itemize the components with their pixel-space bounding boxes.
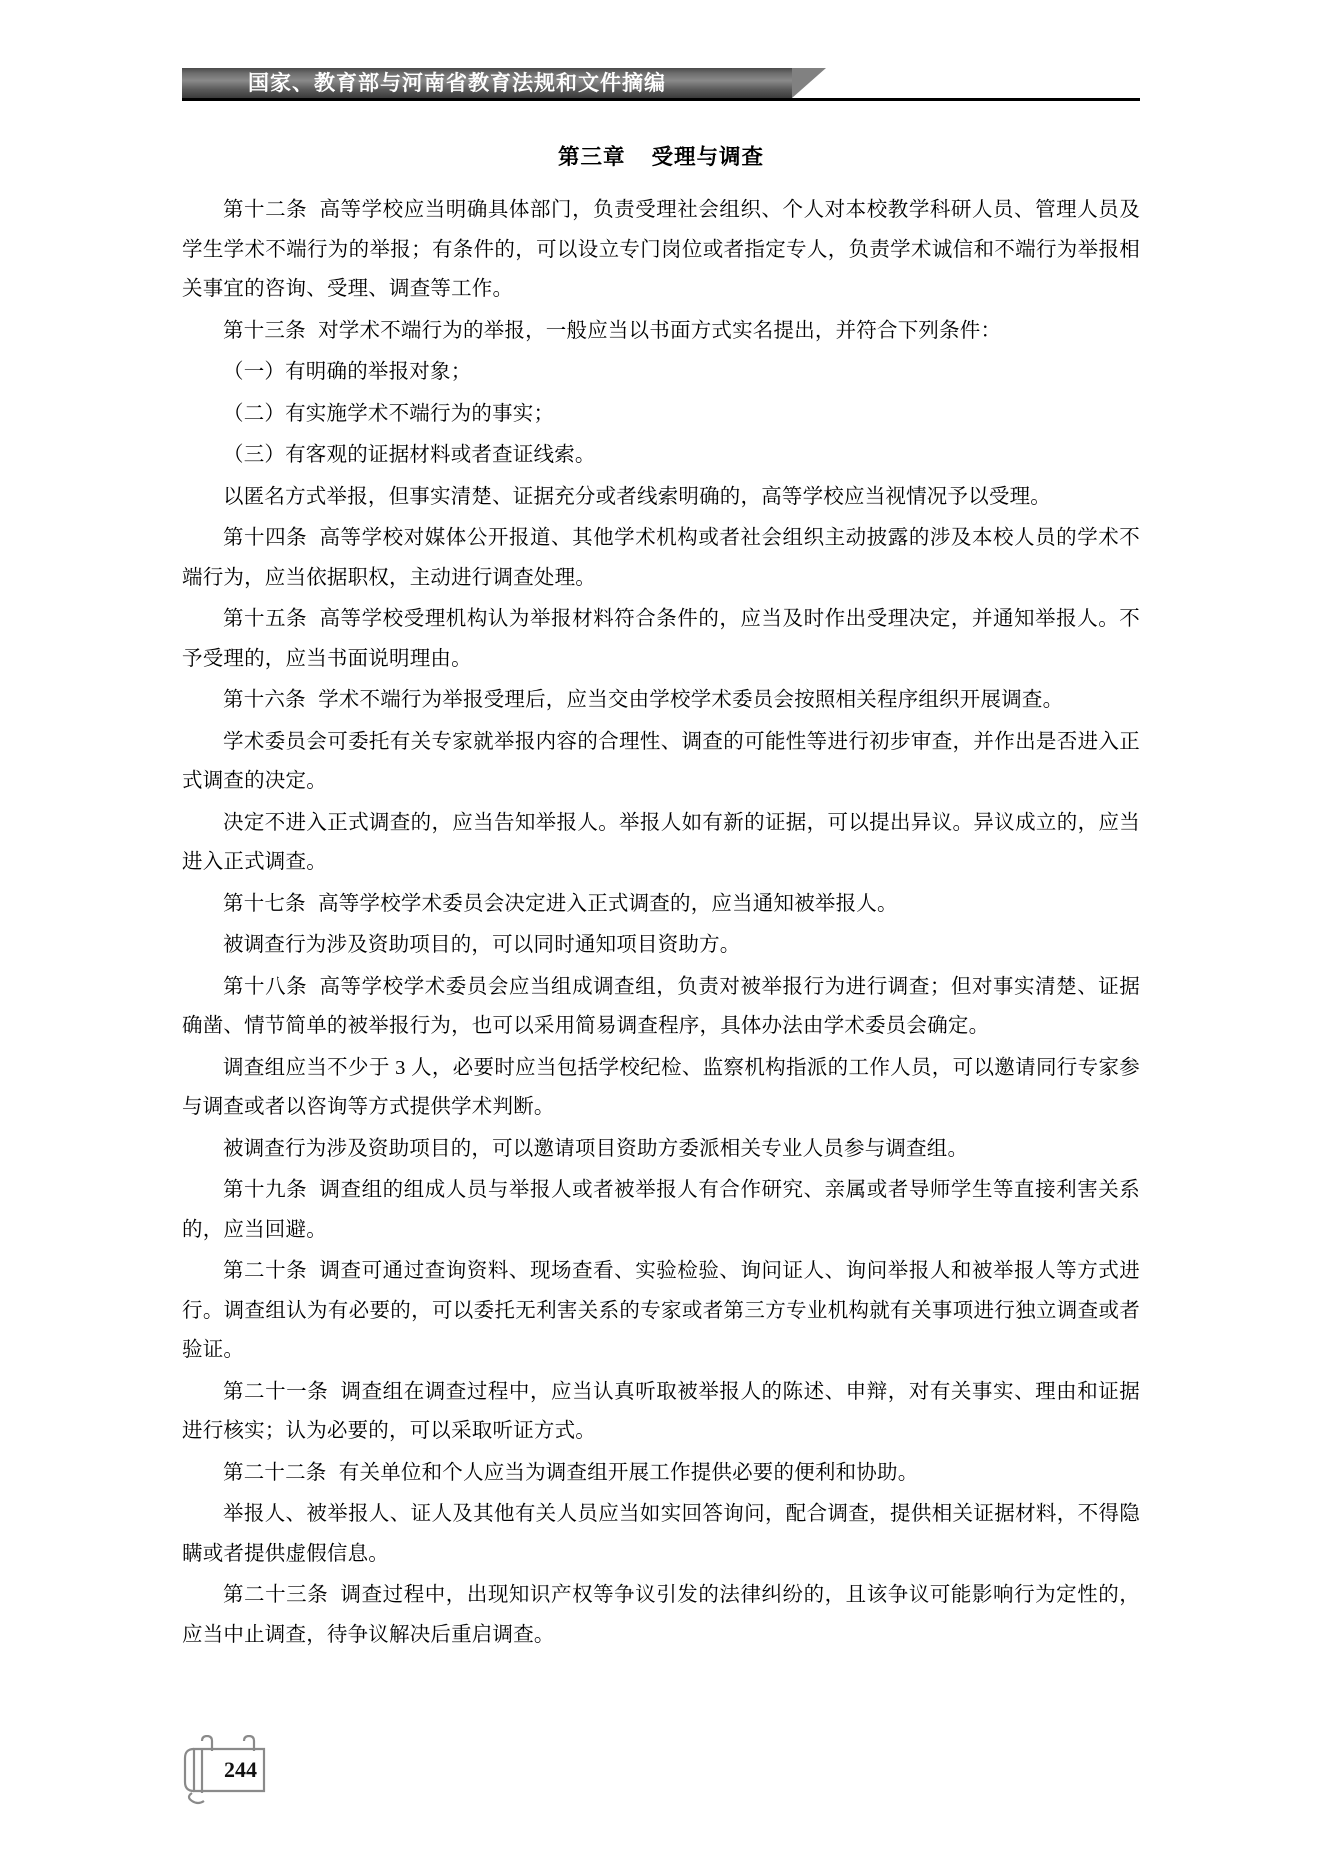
document-paragraph (182, 478, 1140, 518)
article-number: 第十五条 (223, 608, 308, 630)
document-paragraph (182, 1252, 1140, 1371)
page-number: 244 (224, 1757, 257, 1782)
document-paragraph (182, 519, 1140, 598)
article-number: 第二十二条 (223, 1461, 327, 1484)
chapter-number: 第三章 (557, 145, 626, 169)
document-body (182, 140, 1140, 1657)
document-paragraph (182, 723, 1140, 802)
paragraph-text: （三）有客观的证据材料或者查证线索。 (223, 444, 596, 466)
paragraph-text: 高等学校受理机构认为举报材料符合条件的，应当及时作出受理决定，并通知举报人。不予受理的，应当书面说明理由。 (182, 608, 1140, 670)
document-paragraph (182, 1049, 1140, 1128)
document-paragraph (182, 1171, 1140, 1250)
document-paragraph (182, 681, 1140, 721)
paragraph-text: 被调查行为涉及资助项目的，可以邀请项目资助方委派相关专业人员参与调查组。 (223, 1137, 969, 1160)
document-paragraph (182, 885, 1140, 925)
document-paragraph (182, 600, 1140, 679)
paragraph-text: （二）有实施学术不端行为的事实； (223, 402, 555, 425)
article-number: 第十三条 (223, 319, 306, 342)
chapter-name: 受理与调查 (651, 145, 765, 169)
paragraph-text: （一）有明确的举报对象； (223, 361, 472, 383)
document-paragraph (182, 395, 1140, 435)
paragraph-text: 有关单位和个人应当为调查组开展工作提供必要的便利和协助。 (338, 1461, 919, 1484)
article-number: 第十四条 (223, 527, 308, 549)
article-number: 第十七条 (223, 892, 306, 915)
paragraph-text: 高等学校学术委员会应当组成调查组，负责对被举报行为进行调查；但对事实清楚、证据确凿、情节简单的被举报行为，也可以采用简易调查程序，具体办法由学术委员会确定。 (182, 975, 1140, 1037)
article-number: 第十六条 (223, 689, 306, 711)
paragraph-text: 被调查行为涉及资助项目的，可以同时通知项目资助方。 (223, 934, 741, 956)
paragraph-text: 调查组在调查过程中，应当认真听取被举报人的陈述、申辩，对有关事实、理由和证据进行核实；认为必要的，可以采取听证方式。 (182, 1380, 1141, 1442)
header-rule (182, 98, 1140, 101)
paragraph-text: 举报人、被举报人、证人及其他有关人员应当如实回答询问，配合调查，提供相关证据材料，不得隐瞒或者提供虚假信息。 (182, 1503, 1140, 1565)
paragraph-text: 调查组应当不少于 3 人，必要时应当包括学校纪检、监察机构指派的工作人员，可以邀请同行专家参与调查或者以咨询等方式提供学术判断。 (182, 1056, 1140, 1118)
document-paragraph (182, 1495, 1140, 1574)
article-number: 第二十三条 (223, 1584, 329, 1606)
document-paragraph (182, 1454, 1140, 1494)
document-paragraph (182, 353, 1140, 393)
article-number: 第二十一条 (223, 1380, 329, 1403)
paragraph-text: 高等学校学术委员会决定进入正式调查的，应当通知被举报人。 (318, 892, 898, 915)
document-paragraph (182, 1130, 1140, 1170)
document-paragraph (182, 312, 1140, 352)
article-number: 第二十条 (223, 1260, 308, 1282)
paragraph-text: 决定不进入正式调查的，应当告知举报人。举报人如有新的证据，可以提出异议。异议成立的，应当进入正式调查。 (182, 811, 1140, 873)
article-number: 第十九条 (223, 1179, 308, 1201)
paragraph-text: 调查过程中，出现知识产权等争议引发的法律纠纷的，且该争议可能影响行为定性的，应当中止调查，待争议解决后重启调查。 (182, 1584, 1141, 1646)
header-band-tail (792, 68, 826, 98)
article-number: 第十二条 (223, 199, 308, 221)
page-footer (182, 1735, 482, 1813)
paragraph-text: 学术不端行为举报受理后，应当交由学校学术委员会按照相关程序组织开展调查。 (318, 689, 1064, 711)
paragraph-text: 以匿名方式举报，但事实清楚、证据充分或者线索明确的，高等学校应当视情况予以受理。 (223, 485, 1051, 508)
paragraph-text: 调查可通过查询资料、现场查看、实验检验、询问证人、询问举报人和被举报人等方式进行。调查组认为有必要的，可以委托无利害关系的专家或者第三方专业机构就有关事项进行独立调查或者验证。 (182, 1260, 1140, 1361)
paragraph-text: 对学术不端行为的举报，一般应当以书面方式实名提出，并符合下列条件： (318, 319, 1002, 342)
page-header (182, 68, 1140, 102)
document-paragraph (182, 191, 1140, 310)
paragraph-text: 高等学校应当明确具体部门，负责受理社会组织、个人对本校教学科研人员、管理人员及学生学术不端行为的举报；有条件的，可以设立专门岗位或者指定专人，负责学术诚信和不端行为举报相关事宜的咨询、受理、调查等工作。 (182, 199, 1140, 300)
document-paragraph (182, 436, 1140, 476)
paragraph-text: 学术委员会可委托有关专家就举报内容的合理性、调查的可能性等进行初步审查，并作出是否进入正式调查的决定。 (182, 730, 1140, 792)
chapter-heading (182, 140, 1140, 171)
document-paragraph (182, 1373, 1140, 1452)
running-title: 国家、教育部与河南省教育法规和文件摘编 (248, 71, 666, 95)
document-paragraph (182, 1576, 1140, 1655)
paragraph-text: 高等学校对媒体公开报道、其他学术机构或者社会组织主动披露的涉及本校人员的学术不端行为，应当依据职权，主动进行调查处理。 (182, 527, 1140, 589)
document-paragraph (182, 926, 1140, 966)
document-paragraph (182, 968, 1140, 1047)
paragraph-list (182, 191, 1140, 1655)
article-number: 第十八条 (223, 975, 308, 998)
document-paragraph (182, 804, 1140, 883)
paragraph-text: 调查组的组成人员与举报人或者被举报人有合作研究、亲属或者导师学生等直接利害关系的，应当回避。 (182, 1179, 1140, 1241)
